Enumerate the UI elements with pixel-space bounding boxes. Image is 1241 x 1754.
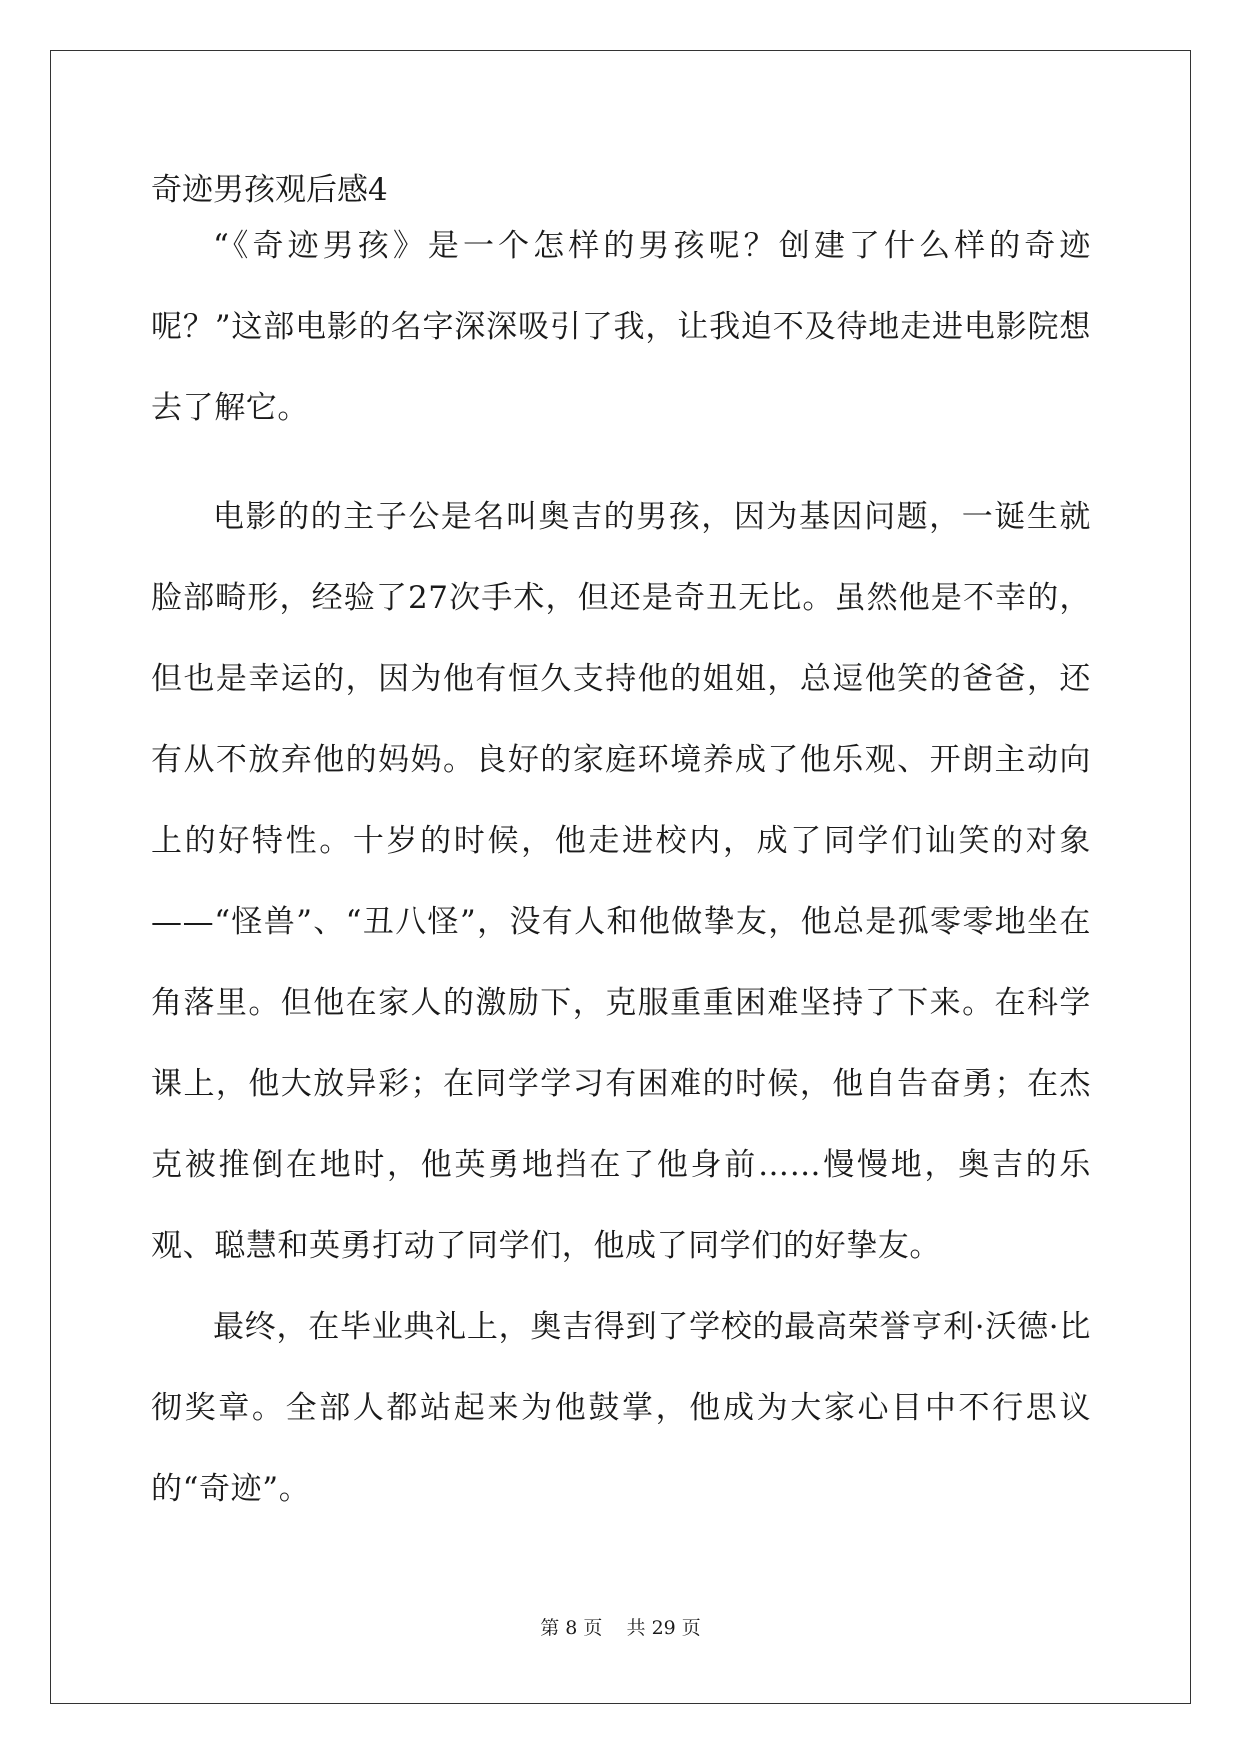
paragraph-3: 最终，在毕业典礼上，奥吉得到了学校的最高荣誉亨利·沃德·比彻奖章。全部人都站起来为他鼓掌，他成为大家心目中不行思议的“奇迹”。 [151, 1309, 1091, 1507]
document-title: 奇迹男孩观后感4 [151, 172, 388, 208]
page-number-footer: 第 8 页 共 29 页 [540, 1617, 701, 1639]
paragraph-2: 电影的的主子公是名叫奥吉的男孩，因为基因问题，一诞生就脸部畸形，经验了27次手术，但还是奇丑无比。虽然他是不幸的，但也是幸运的，因为他有恒久支持他的姐姐，总逗他笑的爸爸，还有从不放弃他的妈妈。良好的家庭环境养成了他乐观、开朗主动向上的好特性。十岁的时候，他走进校内，成了同学们讪笑的对象——“怪兽”、“丑八怪”，没有人和他做挚友，他总是孤零零地坐在角落里。但他在家人的激励下，克服重重困难坚持了下来。在科学课上，他大放异彩；在同学学习有困难的时候，他自告奋勇；在杰克被推倒在地时，他英勇地挡在了他身前……慢慢地，奥吉的乐观、聪慧和英勇打动了同学们，他成了同学们的好挚友。 [151, 499, 1091, 1264]
paragraph-1: “《奇迹男孩》是一个怎样的男孩呢？创建了什么样的奇迹呢？”这部电影的名字深深吸引了我，让我迫不及待地走进电影院想去了解它。 [151, 228, 1091, 426]
